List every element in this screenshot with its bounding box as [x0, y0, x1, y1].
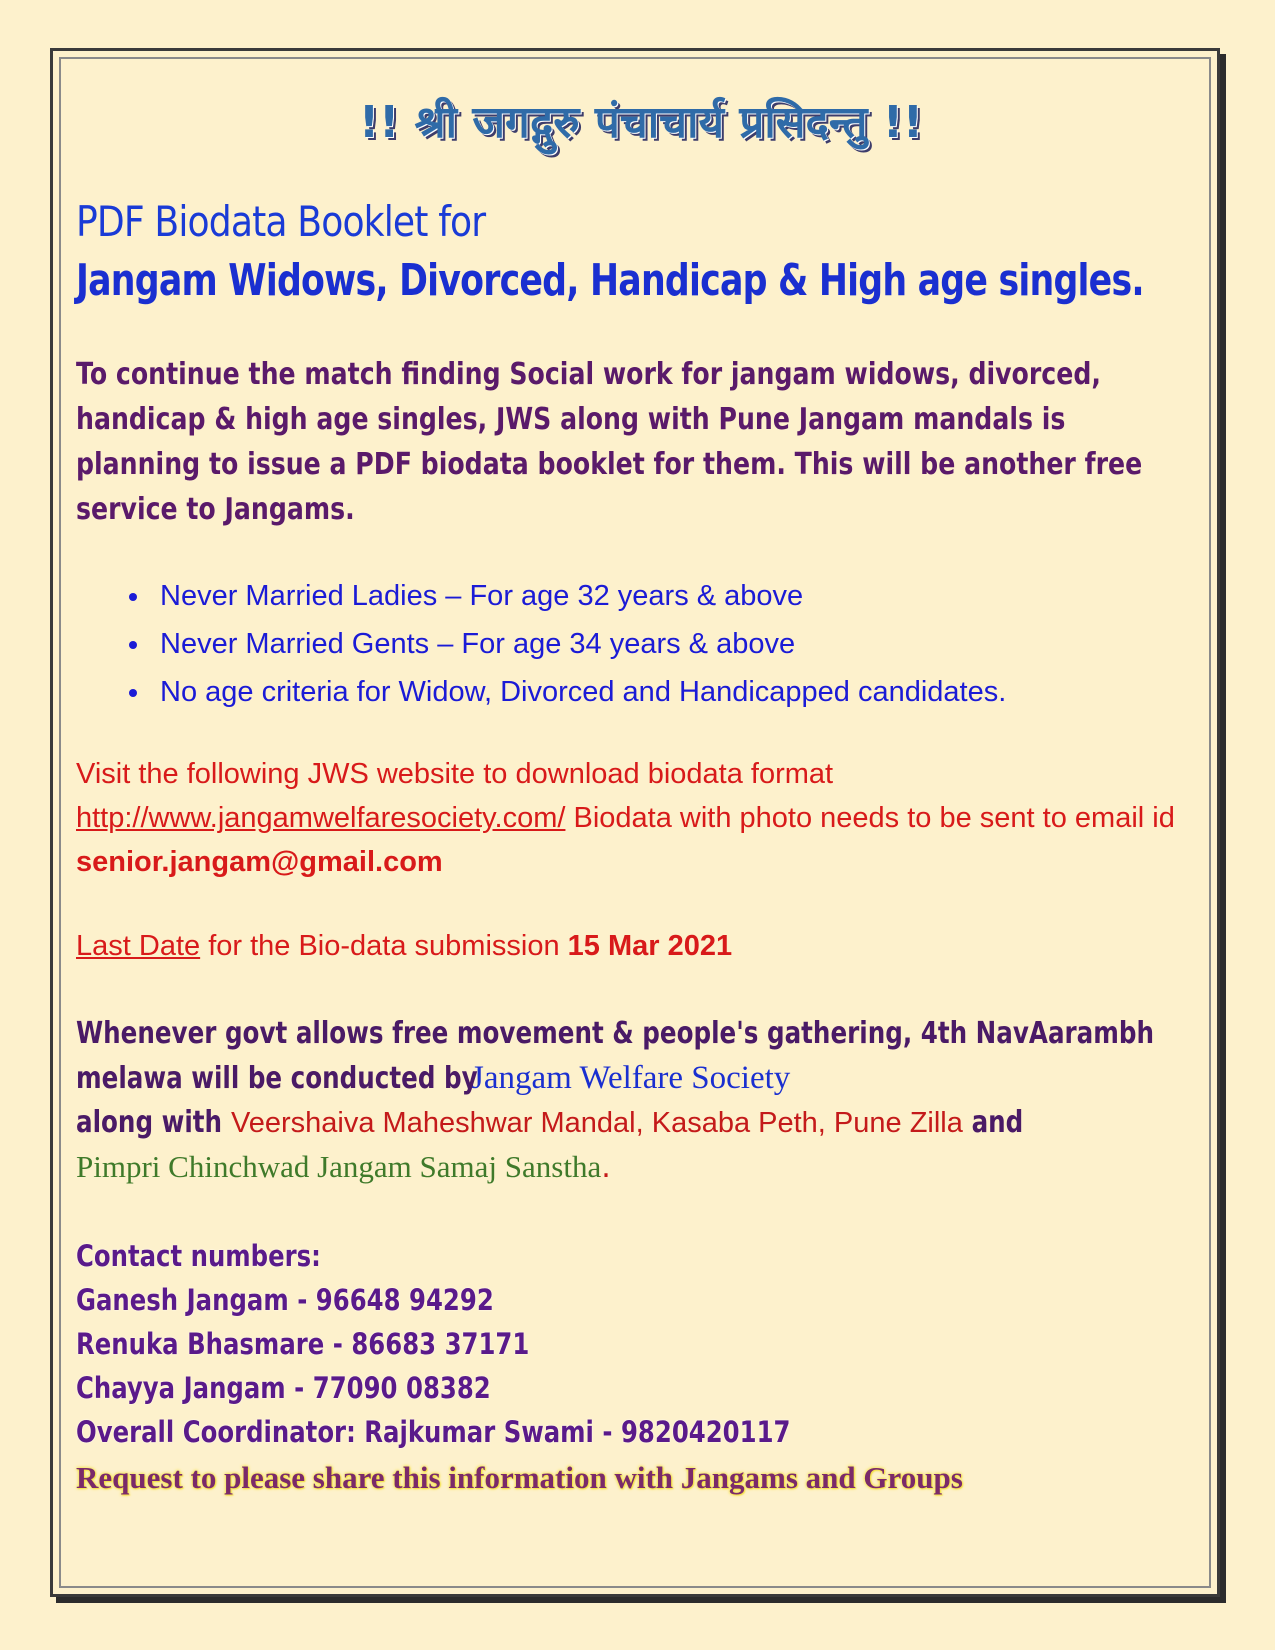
along-with-text: along with — [76, 1105, 231, 1140]
criteria-list — [76, 572, 1206, 716]
visit-paragraph — [76, 752, 1206, 884]
contact-person: Chayya Jangam - 77090 08382 — [76, 1371, 491, 1405]
period: . — [601, 1150, 611, 1185]
gathering-line-1: Whenever govt allows free movement & people's gathering, 4th NavAarambh — [76, 1016, 1155, 1051]
gathering-line-2-prefix: melawa will be conducted by — [76, 1061, 487, 1096]
header-shloka: !! श्री जगद्गुरु पंचाचार्य प्रसिदन्तु !! — [359, 97, 923, 148]
org-jangam-welfare-society: Jangam Welfare Society — [471, 1060, 791, 1096]
website-link[interactable]: http://www.jangamwelfaresociety.com/ — [76, 802, 566, 834]
criteria-item: • No age criteria for Widow, Divorced and Handicapped candidates. — [152, 668, 1206, 716]
deadline-text: for the Bio-data submission — [200, 930, 568, 962]
deadline-date: 15 Mar 2021 — [567, 930, 733, 962]
contact-person: Renuka Bhasmare - 86683 37171 — [76, 1327, 530, 1361]
contact-person: Ganesh Jangam - 96648 94292 — [76, 1283, 494, 1317]
and-text: and — [962, 1105, 1024, 1140]
org-veershaiva-maheshwar-mandal: Veershaiva Maheshwar Mandal, Kasaba Peth, Pune Zilla — [231, 1107, 963, 1139]
document-content — [76, 78, 1206, 1502]
deadline-line — [76, 924, 1206, 968]
share-request: Request to please share this information with Jangams and Groups — [76, 1460, 963, 1495]
criteria-item: • Never Married Gents – For age 34 years & above — [152, 620, 1206, 668]
email-address[interactable]: senior.jangam@gmail.com — [76, 846, 443, 878]
contacts-heading: Contact numbers: — [76, 1239, 321, 1273]
org-pimpri-chinchwad: Pimpri Chinchwad Jangam Samaj Sanstha — [76, 1149, 602, 1184]
visit-after-url: Biodata with photo needs to be sent to email id — [565, 802, 1175, 834]
title-line-1: PDF Biodata Booklet for — [76, 197, 486, 246]
title-line-2: Jangam Widows, Divorced, Handicap & High age singles. — [76, 255, 1144, 306]
coordinator: Overall Coordinator: Rajkumar Swami - 9820420117 — [76, 1415, 791, 1449]
deadline-label: Last Date — [76, 930, 201, 962]
visit-text: Visit the following JWS website to download biodata format — [76, 758, 834, 790]
contacts-section — [76, 1234, 1206, 1502]
gathering-paragraph — [76, 1012, 1206, 1190]
criteria-item: • Never Married Ladies – For age 32 years & above — [152, 572, 1206, 620]
intro-paragraph: To continue the match finding Social work for jangam widows, divorced, handicap & high age singles, JWS along with Pune Jangam mandals is planning to issue a PDF biodata booklet for them. This will be another free service to Jangams. — [76, 357, 1143, 527]
